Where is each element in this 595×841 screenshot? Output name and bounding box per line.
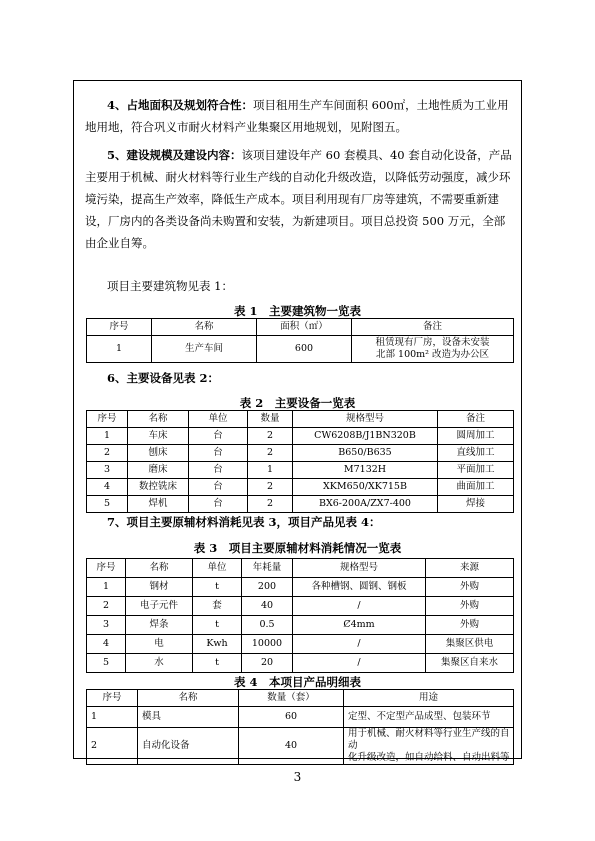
header-cell: 面积（㎡） [257, 319, 352, 336]
cell: 各种槽钢、圆钢、钢板 [293, 578, 426, 597]
header-cell: 用途 [344, 690, 514, 707]
cell: 直线加工 [438, 445, 514, 462]
cell: 40 [242, 597, 293, 616]
cell: 电 [126, 635, 193, 654]
cell: 40 [239, 728, 344, 765]
cell: 10000 [242, 635, 293, 654]
cell: 600 [257, 336, 352, 363]
cell: 电子元件 [126, 597, 193, 616]
cell: 自动化设备 [138, 728, 239, 765]
cell: BX6-200A/ZX7-400 [293, 496, 438, 513]
cell: Kwh [193, 635, 242, 654]
cell: 台 [189, 479, 248, 496]
intro-table1: 项目主要建筑物见表 1： [107, 279, 233, 293]
table2 [86, 410, 514, 513]
header-cell: 名称 [152, 319, 257, 336]
header-cell: 单位 [189, 411, 248, 428]
cell: 套 [193, 597, 242, 616]
cell: 3 [87, 616, 126, 635]
header-cell: 单位 [193, 559, 242, 578]
table-header-row [87, 319, 514, 336]
cell: 焊机 [128, 496, 189, 513]
cell: 外购 [426, 616, 514, 635]
cell: 4 [87, 479, 128, 496]
cell: Ȼ4mm [293, 616, 426, 635]
header-cell: 规格型号 [293, 411, 438, 428]
note-line: 租赁现有厂房，设备未安装 [375, 337, 490, 348]
cell: 3 [87, 462, 128, 479]
section-4-body: 项目租用生产车间面积 600㎡，土地性质为工业用地用地，符合巩义市耐火材料产业集聚区用地规划，见附图五。 [85, 98, 509, 134]
cell: 1 [87, 707, 138, 728]
section-5 [85, 144, 513, 254]
table4 [86, 689, 514, 765]
cell: 2 [87, 728, 138, 765]
table-header-row [87, 559, 514, 578]
cell: 磨床 [128, 462, 189, 479]
table-row [87, 578, 514, 597]
header-cell: 年耗量 [242, 559, 293, 578]
cell: 焊接 [438, 496, 514, 513]
cell: B650/B635 [293, 445, 438, 462]
cell: 集聚区供电 [426, 635, 514, 654]
section-4 [85, 94, 513, 138]
table-row [87, 597, 514, 616]
note-line: 北部 100m² 改造为办公区 [376, 349, 489, 360]
cell: / [293, 597, 426, 616]
cell: 4 [87, 635, 126, 654]
table1 [86, 318, 514, 363]
cell: t [193, 616, 242, 635]
table-row [87, 445, 514, 462]
cell-note [352, 336, 514, 363]
cell: 定型、不定型产品成型、包装环节 [344, 707, 514, 728]
cell: 2 [248, 479, 293, 496]
table-row [87, 635, 514, 654]
cell: XKM650/XK715B [293, 479, 438, 496]
cell: CW6208B/J1BN320B [293, 428, 438, 445]
table3 [86, 558, 514, 673]
table-row [87, 496, 514, 513]
cell: 焊条 [126, 616, 193, 635]
cell: 水 [126, 654, 193, 673]
cell: 1 [87, 336, 152, 363]
cell: 外购 [426, 578, 514, 597]
cell: 60 [239, 707, 344, 728]
table1-caption: 表 1 主要建筑物一览表 [233, 304, 361, 318]
cell: 2 [87, 597, 126, 616]
cell: M7132H [293, 462, 438, 479]
cell: 台 [189, 445, 248, 462]
cell: 5 [87, 654, 126, 673]
table-row [87, 336, 514, 363]
header-cell: 序号 [87, 559, 126, 578]
header-cell: 规格型号 [293, 559, 426, 578]
usage-line: 化升级改造，如自动给料、自动出料等 [348, 752, 510, 763]
cell-usage [344, 728, 514, 765]
table-row [87, 462, 514, 479]
section-4-heading: 4、占地面积及规划符合性： [107, 98, 254, 112]
table-header-row [87, 411, 514, 428]
cell: 生产车间 [152, 336, 257, 363]
cell: 1 [87, 578, 126, 597]
cell: 钢材 [126, 578, 193, 597]
cell: 车床 [128, 428, 189, 445]
table3-caption: 表 3 项目主要原辅材料消耗情况一览表 [193, 541, 402, 555]
cell: / [293, 635, 426, 654]
header-cell: 序号 [87, 690, 138, 707]
cell: 200 [242, 578, 293, 597]
header-cell: 名称 [128, 411, 189, 428]
cell: 台 [189, 496, 248, 513]
section-7: 7、项目主要原辅材料消耗见表 3，项目产品见表 4： [107, 515, 381, 529]
header-cell: 序号 [87, 411, 128, 428]
header-cell: 名称 [138, 690, 239, 707]
table-row [87, 616, 514, 635]
table-row [87, 728, 514, 765]
cell: 2 [248, 496, 293, 513]
cell: / [293, 654, 426, 673]
header-cell: 序号 [87, 319, 152, 336]
cell: 2 [248, 428, 293, 445]
table-row [87, 707, 514, 728]
cell: 台 [189, 462, 248, 479]
cell: 模具 [138, 707, 239, 728]
cell: 台 [189, 428, 248, 445]
table2-caption: 表 2 主要设备一览表 [239, 396, 356, 410]
cell: 数控铣床 [128, 479, 189, 496]
cell: 平面加工 [438, 462, 514, 479]
table4-caption: 表 4 本项目产品明细表 [233, 675, 361, 689]
cell: t [193, 654, 242, 673]
header-cell: 数量（套） [239, 690, 344, 707]
cell: 0.5 [242, 616, 293, 635]
header-cell: 备注 [352, 319, 514, 336]
cell: 曲面加工 [438, 479, 514, 496]
table-row [87, 479, 514, 496]
cell: 1 [248, 462, 293, 479]
cell: 5 [87, 496, 128, 513]
cell: 刨床 [128, 445, 189, 462]
cell: 1 [87, 428, 128, 445]
cell: t [193, 578, 242, 597]
page-number: 3 [293, 770, 302, 784]
cell: 外购 [426, 597, 514, 616]
header-cell: 备注 [438, 411, 514, 428]
table-row [87, 428, 514, 445]
section-5-body: 该项目建设年产 60 套模具、40 套自动化设备，产品主要用于机械、耐火材料等行业生产线的自动化升级改造，以降低劳动强度，减少环境污染，提高生产效率，降低生产成本。项目利用现有厂房等建筑，不需要重新建设，厂房内的各类设备尚未购置和安装，为新建项目。项目总投资 500 万元，全部由企业自筹。 [85, 148, 512, 250]
section-5-heading: 5、建设规模及建设内容： [107, 148, 242, 162]
header-cell: 名称 [126, 559, 193, 578]
usage-line: 用于机械、耐火材料等行业生产线的自动 [348, 728, 510, 751]
header-cell: 数量 [248, 411, 293, 428]
table-header-row [87, 690, 514, 707]
cell: 2 [87, 445, 128, 462]
cell: 圆周加工 [438, 428, 514, 445]
header-cell: 来源 [426, 559, 514, 578]
section-6: 6、主要设备见表 2： [107, 371, 220, 385]
table-row [87, 654, 514, 673]
cell: 2 [248, 445, 293, 462]
cell: 20 [242, 654, 293, 673]
cell: 集聚区自来水 [426, 654, 514, 673]
